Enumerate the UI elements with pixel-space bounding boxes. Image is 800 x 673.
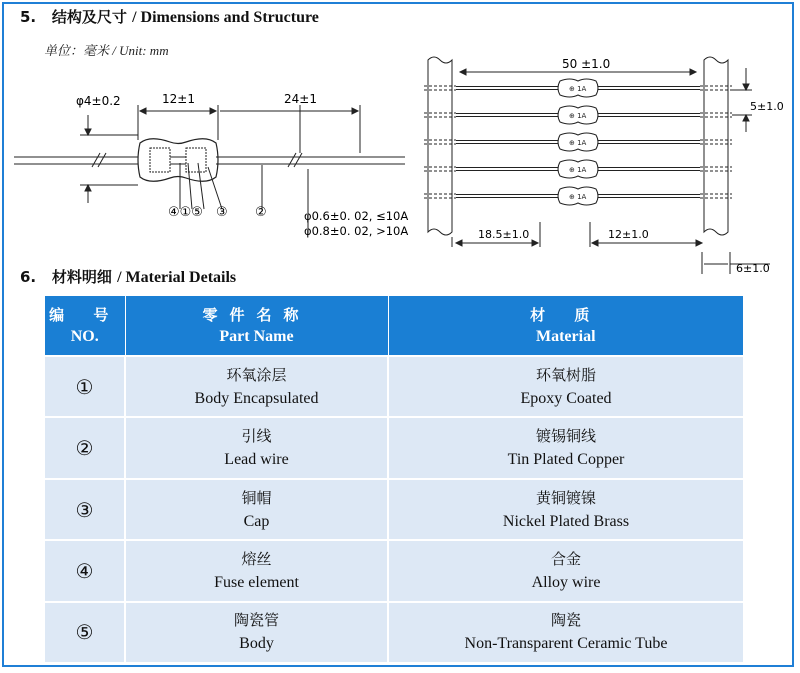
row-number: ⑤ xyxy=(45,602,125,662)
component-marking: ⊕ 1A xyxy=(569,166,587,174)
table-row xyxy=(45,479,743,540)
fuse-dimension-drawing xyxy=(10,85,410,250)
tape-packaging-drawing xyxy=(420,52,784,277)
row-number: ② xyxy=(45,417,125,478)
component-marking: ⊕ 1A xyxy=(569,139,587,147)
row-number: ③ xyxy=(45,479,125,540)
callout-4-1-5: ④①⑤ xyxy=(168,205,203,220)
material-cell: 合金 Alloy wire xyxy=(388,540,743,601)
header-material: 材 质 Material xyxy=(388,296,743,356)
component-rows xyxy=(424,79,732,205)
component-marking: ⊕ 1A xyxy=(569,193,587,201)
dim-total-spacing: 50 ±1.0 xyxy=(562,57,611,71)
callout-3: ③ xyxy=(216,205,228,220)
table-row xyxy=(45,356,743,417)
part-name-cell: 铜帽 Cap xyxy=(125,479,388,540)
header-no: 编 号 NO. xyxy=(45,296,125,356)
material-table xyxy=(45,296,743,662)
material-cell: 陶瓷 Non-Transparent Ceramic Tube xyxy=(388,602,743,662)
table-row xyxy=(45,602,743,662)
wire-spec-1: φ0.6±0. 02, ≤10A xyxy=(304,209,409,223)
dim-lead: 24±1 xyxy=(284,92,317,106)
part-name-cell: 陶瓷管 Body xyxy=(125,602,388,662)
material-cell: 镀锡铜线 Tin Plated Copper xyxy=(388,417,743,478)
callout-2: ② xyxy=(255,205,267,220)
table-row xyxy=(45,417,743,478)
dim-left-spacing: 18.5±1.0 xyxy=(478,228,530,241)
part-name-cell: 引线 Lead wire xyxy=(125,417,388,478)
dim-pitch: 5±1.0 xyxy=(750,100,784,113)
part-name-cell: 熔丝 Fuse element xyxy=(125,540,388,601)
section-6-title: 6. 材料明细 / Material Details xyxy=(20,268,237,286)
dim-right-spacing: 12±1.0 xyxy=(608,228,649,241)
row-number: ① xyxy=(45,356,125,417)
material-cell: 黄铜镀镍 Nickel Plated Brass xyxy=(388,479,743,540)
component-marking: ⊕ 1A xyxy=(569,85,587,93)
unit-label: 单位：毫米 / Unit: mm xyxy=(44,43,169,58)
header-part-name: 零件名称 Part Name xyxy=(125,296,388,356)
table-header-row xyxy=(45,296,743,356)
row-number: ④ xyxy=(45,540,125,601)
part-name-cell: 环氧涂层 Body Encapsulated xyxy=(125,356,388,417)
dim-tape-width: 6±1.0 xyxy=(736,262,770,275)
wire-spec-2: φ0.8±0. 02, >10A xyxy=(304,224,409,238)
section-5-title: 5. 结构及尺寸 / Dimensions and Structure xyxy=(20,8,319,26)
table-row xyxy=(45,540,743,601)
component-marking: ⊕ 1A xyxy=(569,112,587,120)
dim-body: 12±1 xyxy=(162,92,195,106)
material-cell: 环氧树脂 Epoxy Coated xyxy=(388,356,743,417)
dim-diameter: φ4±0.2 xyxy=(76,94,121,108)
